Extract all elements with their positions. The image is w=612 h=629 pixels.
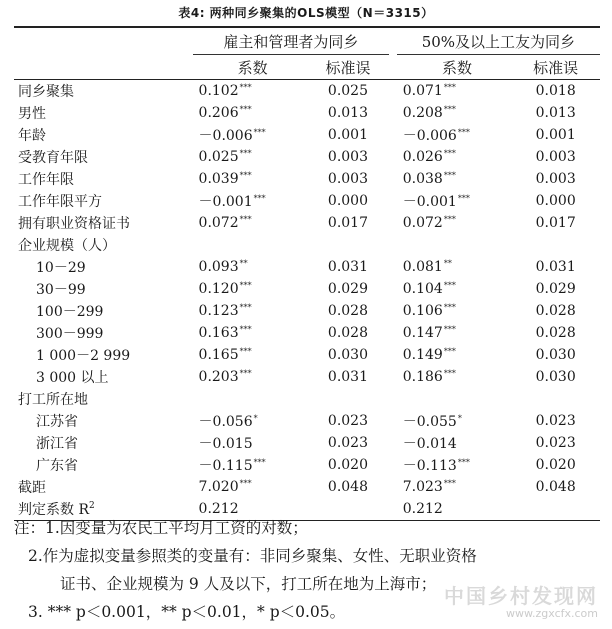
coef-cell-1 <box>193 410 307 432</box>
significance-stars: *** <box>443 105 456 114</box>
table-row <box>14 388 600 410</box>
column-gap <box>389 234 397 256</box>
row-label: 年龄 <box>18 128 46 144</box>
table-row <box>14 212 600 234</box>
coef-cell-2 <box>397 344 512 366</box>
coefficient-value: 0.123 <box>198 303 239 319</box>
coef-cell-2 <box>397 190 512 212</box>
coefficient-value: 0.072 <box>402 215 443 231</box>
row-label: 300－999 <box>36 326 104 342</box>
coefficient-value: 0.106 <box>402 303 443 319</box>
significance-stars: *** <box>443 215 456 224</box>
se-cell-1: 0.031 <box>327 369 368 385</box>
row-label: 男性 <box>18 106 46 122</box>
significance-stars: *** <box>457 128 470 137</box>
se-cell-2: 0.018 <box>535 83 576 99</box>
coefficient-value: －0.115 <box>198 458 253 474</box>
table-row <box>14 476 600 498</box>
se-cell-2: 0.029 <box>535 281 576 297</box>
coefficient-value: －0.001 <box>198 194 253 210</box>
coefficient-value: 0.072 <box>198 215 239 231</box>
se-cell-2: 0.028 <box>535 325 576 341</box>
table-row <box>14 124 600 146</box>
row-label: 截距 <box>18 480 46 496</box>
row-label: 拥有职业资格证书 <box>18 216 130 232</box>
significance-stars: *** <box>443 171 456 180</box>
coefficient-value: 0.120 <box>198 281 239 297</box>
col-header-coef-1: 系数 <box>237 58 268 77</box>
table-title: 表4: 两种同乡聚集的OLS模型（N＝3315） <box>178 6 434 20</box>
header-row-columns <box>14 55 600 80</box>
se-cell-2: 0.013 <box>535 105 576 121</box>
se-cell-1 <box>307 234 389 256</box>
table-row <box>14 410 600 432</box>
coefficient-value: 0.186 <box>402 369 443 385</box>
coefficient-value: 0.163 <box>198 325 239 341</box>
se-cell-1: 0.028 <box>327 325 368 341</box>
column-gap <box>389 102 397 124</box>
coef-cell-2 <box>397 432 512 454</box>
watermark-url: www.zgxcfx.com <box>506 607 598 620</box>
coef-cell-1 <box>193 190 307 212</box>
coef-cell-2 <box>397 410 512 432</box>
significance-stars: *** <box>253 194 266 203</box>
coefficient-value: 0.206 <box>198 105 239 121</box>
significance-stars: *** <box>239 325 252 334</box>
significance-stars: *** <box>443 325 456 334</box>
column-gap <box>389 432 397 454</box>
coef-cell-2 <box>397 102 512 124</box>
table-row <box>14 344 600 366</box>
table-row <box>14 322 600 344</box>
se-cell-2: 0.001 <box>535 127 576 143</box>
row-label: 浙江省 <box>36 436 78 452</box>
se-cell-1: 0.030 <box>327 347 368 363</box>
se-cell-2: 0.023 <box>535 413 576 429</box>
column-gap <box>389 146 397 168</box>
coef-cell-2 <box>397 256 512 278</box>
coef-cell-2 <box>397 454 512 476</box>
column-gap <box>389 344 397 366</box>
significance-stars: *** <box>457 458 470 467</box>
coef-cell-2 <box>397 388 512 410</box>
column-gap <box>389 388 397 410</box>
se-cell-1: 0.023 <box>327 413 368 429</box>
coef-cell-1 <box>193 476 307 498</box>
coef-cell-1 <box>193 256 307 278</box>
table-row <box>14 256 600 278</box>
row-label: 10－29 <box>36 260 86 276</box>
r2-value-1: 0.212 <box>198 501 239 517</box>
table-row <box>14 102 600 124</box>
coefficient-value: －0.055 <box>402 414 457 430</box>
ols-table <box>14 26 600 521</box>
se-cell-1: 0.000 <box>327 193 368 209</box>
note-1: 注：1.因变量为农民工平均月工资的对数； <box>14 519 308 537</box>
note-3: 3. *** p＜0.001，** p＜0.01，* p＜0.05。 <box>28 603 346 621</box>
significance-stars: *** <box>457 194 470 203</box>
table-row <box>14 190 600 212</box>
coef-cell-1 <box>193 146 307 168</box>
se-cell-2: 0.048 <box>535 479 576 495</box>
coef-cell-1 <box>193 366 307 388</box>
row-label: 工作年限平方 <box>18 194 102 210</box>
coefficient-value: －0.015 <box>198 436 253 452</box>
coef-cell-2 <box>397 300 512 322</box>
coefficient-value: －0.001 <box>402 194 457 210</box>
coef-cell-2 <box>397 80 512 103</box>
coef-cell-1 <box>193 432 307 454</box>
se-cell-2: 0.023 <box>535 435 576 451</box>
coef-cell-1 <box>193 300 307 322</box>
header-row-groups <box>14 27 600 55</box>
coef-cell-1 <box>193 454 307 476</box>
se-cell-1: 0.020 <box>327 457 368 473</box>
coefficient-value: 0.208 <box>402 105 443 121</box>
se-cell-2: 0.030 <box>535 347 576 363</box>
se-cell-1: 0.001 <box>327 127 368 143</box>
significance-stars: *** <box>443 347 456 356</box>
coef-cell-1 <box>193 278 307 300</box>
coef-cell-1 <box>193 212 307 234</box>
coefficient-value: 0.039 <box>198 171 239 187</box>
row-label: 江苏省 <box>36 414 78 430</box>
r2-value-2: 0.212 <box>402 501 443 517</box>
col-header-se-2: 标准误 <box>533 58 579 77</box>
significance-stars: *** <box>443 149 456 158</box>
group-header-coworkers: 50%及以上工友为同乡 <box>397 27 600 55</box>
coefficient-value: －0.113 <box>402 458 457 474</box>
coefficient-value: －0.006 <box>198 128 253 144</box>
coefficient-value: 0.071 <box>402 83 443 99</box>
se-cell-2 <box>511 234 600 256</box>
column-gap <box>389 256 397 278</box>
se-cell-2: 0.017 <box>535 215 576 231</box>
significance-stars: *** <box>239 347 252 356</box>
significance-stars: *** <box>239 83 252 92</box>
significance-stars: *** <box>443 303 456 312</box>
se-cell-2: 0.028 <box>535 303 576 319</box>
coef-cell-2 <box>397 278 512 300</box>
watermark <box>444 584 598 623</box>
significance-stars: *** <box>239 105 252 114</box>
coefficient-value: －0.056 <box>198 414 253 430</box>
significance-stars: ** <box>239 259 248 268</box>
col-header-se-1: 标准误 <box>325 58 371 77</box>
row-label: 工作年限 <box>18 172 74 188</box>
column-gap <box>389 322 397 344</box>
significance-stars: *** <box>239 215 252 224</box>
table-row <box>14 432 600 454</box>
se-cell-1: 0.017 <box>327 215 368 231</box>
row-label: 3 000 以上 <box>36 370 109 386</box>
se-cell-1: 0.029 <box>327 281 368 297</box>
coefficient-value: 0.104 <box>402 281 443 297</box>
coefficient-value: 0.147 <box>402 325 443 341</box>
coef-cell-1 <box>193 388 307 410</box>
se-cell-1: 0.003 <box>327 171 368 187</box>
se-cell-2 <box>511 388 600 410</box>
significance-stars: *** <box>239 369 252 378</box>
column-gap <box>389 278 397 300</box>
coefficient-value: 0.165 <box>198 347 239 363</box>
table-row <box>14 454 600 476</box>
column-gap <box>389 124 397 146</box>
table-row <box>14 300 600 322</box>
significance-stars: * <box>253 414 258 423</box>
coefficient-value: 0.203 <box>198 369 239 385</box>
se-cell-1: 0.013 <box>327 105 368 121</box>
coefficient-value: 0.149 <box>402 347 443 363</box>
coef-cell-2 <box>397 476 512 498</box>
coef-cell-2 <box>397 212 512 234</box>
group-header-employer: 雇主和管理者为同乡 <box>193 27 390 55</box>
table-row <box>14 80 600 103</box>
se-cell-2: 0.003 <box>535 149 576 165</box>
watermark-site-name: 中国乡村发现网 <box>444 584 598 608</box>
coef-cell-1 <box>193 234 307 256</box>
significance-stars: *** <box>239 303 252 312</box>
r2-label: 判定系数 R <box>18 502 89 518</box>
se-cell-1: 0.025 <box>327 83 368 99</box>
row-label: 广东省 <box>36 458 78 474</box>
se-cell-2: 0.030 <box>535 369 576 385</box>
significance-stars: *** <box>443 83 456 92</box>
row-label: 同乡聚集 <box>18 84 74 100</box>
se-cell-1 <box>307 388 389 410</box>
table-row <box>14 168 600 190</box>
se-cell-1: 0.003 <box>327 149 368 165</box>
row-label: 打工所在地 <box>18 392 88 408</box>
coef-cell-2 <box>397 124 512 146</box>
coefficient-value: 0.025 <box>198 149 239 165</box>
coef-cell-2 <box>397 146 512 168</box>
significance-stars: *** <box>239 479 252 488</box>
row-label: 1 000－2 999 <box>36 348 131 364</box>
column-gap <box>389 80 397 103</box>
significance-stars: *** <box>443 369 456 378</box>
se-cell-1: 0.031 <box>327 259 368 275</box>
se-cell-1: 0.048 <box>327 479 368 495</box>
significance-stars: *** <box>239 281 252 290</box>
column-gap <box>389 300 397 322</box>
coef-cell-1 <box>193 344 307 366</box>
significance-stars: *** <box>443 281 456 290</box>
table-row <box>14 278 600 300</box>
coef-cell-1 <box>193 124 307 146</box>
col-header-coef-2: 系数 <box>442 58 473 77</box>
coef-cell-2 <box>397 322 512 344</box>
se-cell-2: 0.003 <box>535 171 576 187</box>
coefficient-value: 0.093 <box>198 259 239 275</box>
row-label: 100－299 <box>36 304 104 320</box>
coef-cell-1 <box>193 80 307 103</box>
column-gap <box>389 476 397 498</box>
table-row <box>14 146 600 168</box>
significance-stars: ** <box>443 259 452 268</box>
coefficient-value: 0.038 <box>402 171 443 187</box>
column-gap <box>389 168 397 190</box>
r2-superscript: 2 <box>89 501 95 511</box>
coefficient-value: 7.020 <box>198 479 239 495</box>
coef-cell-1 <box>193 168 307 190</box>
significance-stars: *** <box>239 149 252 158</box>
se-cell-2: 0.000 <box>535 193 576 209</box>
significance-stars: *** <box>443 479 456 488</box>
se-cell-2: 0.020 <box>535 457 576 473</box>
se-cell-1: 0.023 <box>327 435 368 451</box>
coef-cell-1 <box>193 322 307 344</box>
column-gap <box>389 190 397 212</box>
row-label: 受教育年限 <box>18 150 88 166</box>
se-cell-2: 0.031 <box>535 259 576 275</box>
column-gap <box>389 212 397 234</box>
coefficient-value: －0.006 <box>402 128 457 144</box>
table-row <box>14 366 600 388</box>
row-label: 企业规模（人） <box>18 238 116 254</box>
note-2: 2.作为虚拟变量参照类的变量有：非同乡聚集、女性、无职业资格 <box>28 547 477 565</box>
coefficient-value: 0.102 <box>198 83 239 99</box>
table-row <box>14 234 600 256</box>
coef-cell-2 <box>397 366 512 388</box>
column-gap <box>389 454 397 476</box>
significance-stars: * <box>457 414 462 423</box>
coefficient-value: 0.081 <box>402 259 443 275</box>
coefficient-value: 7.023 <box>402 479 443 495</box>
column-gap <box>389 410 397 432</box>
coefficient-value: 0.026 <box>402 149 443 165</box>
coef-cell-2 <box>397 234 512 256</box>
significance-stars: *** <box>253 128 266 137</box>
note-2-continued: 证书、企业规模为 9 人及以下，打工所在地为上海市； <box>60 575 437 593</box>
significance-stars: *** <box>253 458 266 467</box>
coef-cell-2 <box>397 168 512 190</box>
significance-stars: *** <box>239 171 252 180</box>
coef-cell-1 <box>193 102 307 124</box>
se-cell-1: 0.028 <box>327 303 368 319</box>
row-label: 30－99 <box>36 282 86 298</box>
coefficient-value: －0.014 <box>402 436 457 452</box>
column-gap <box>389 366 397 388</box>
